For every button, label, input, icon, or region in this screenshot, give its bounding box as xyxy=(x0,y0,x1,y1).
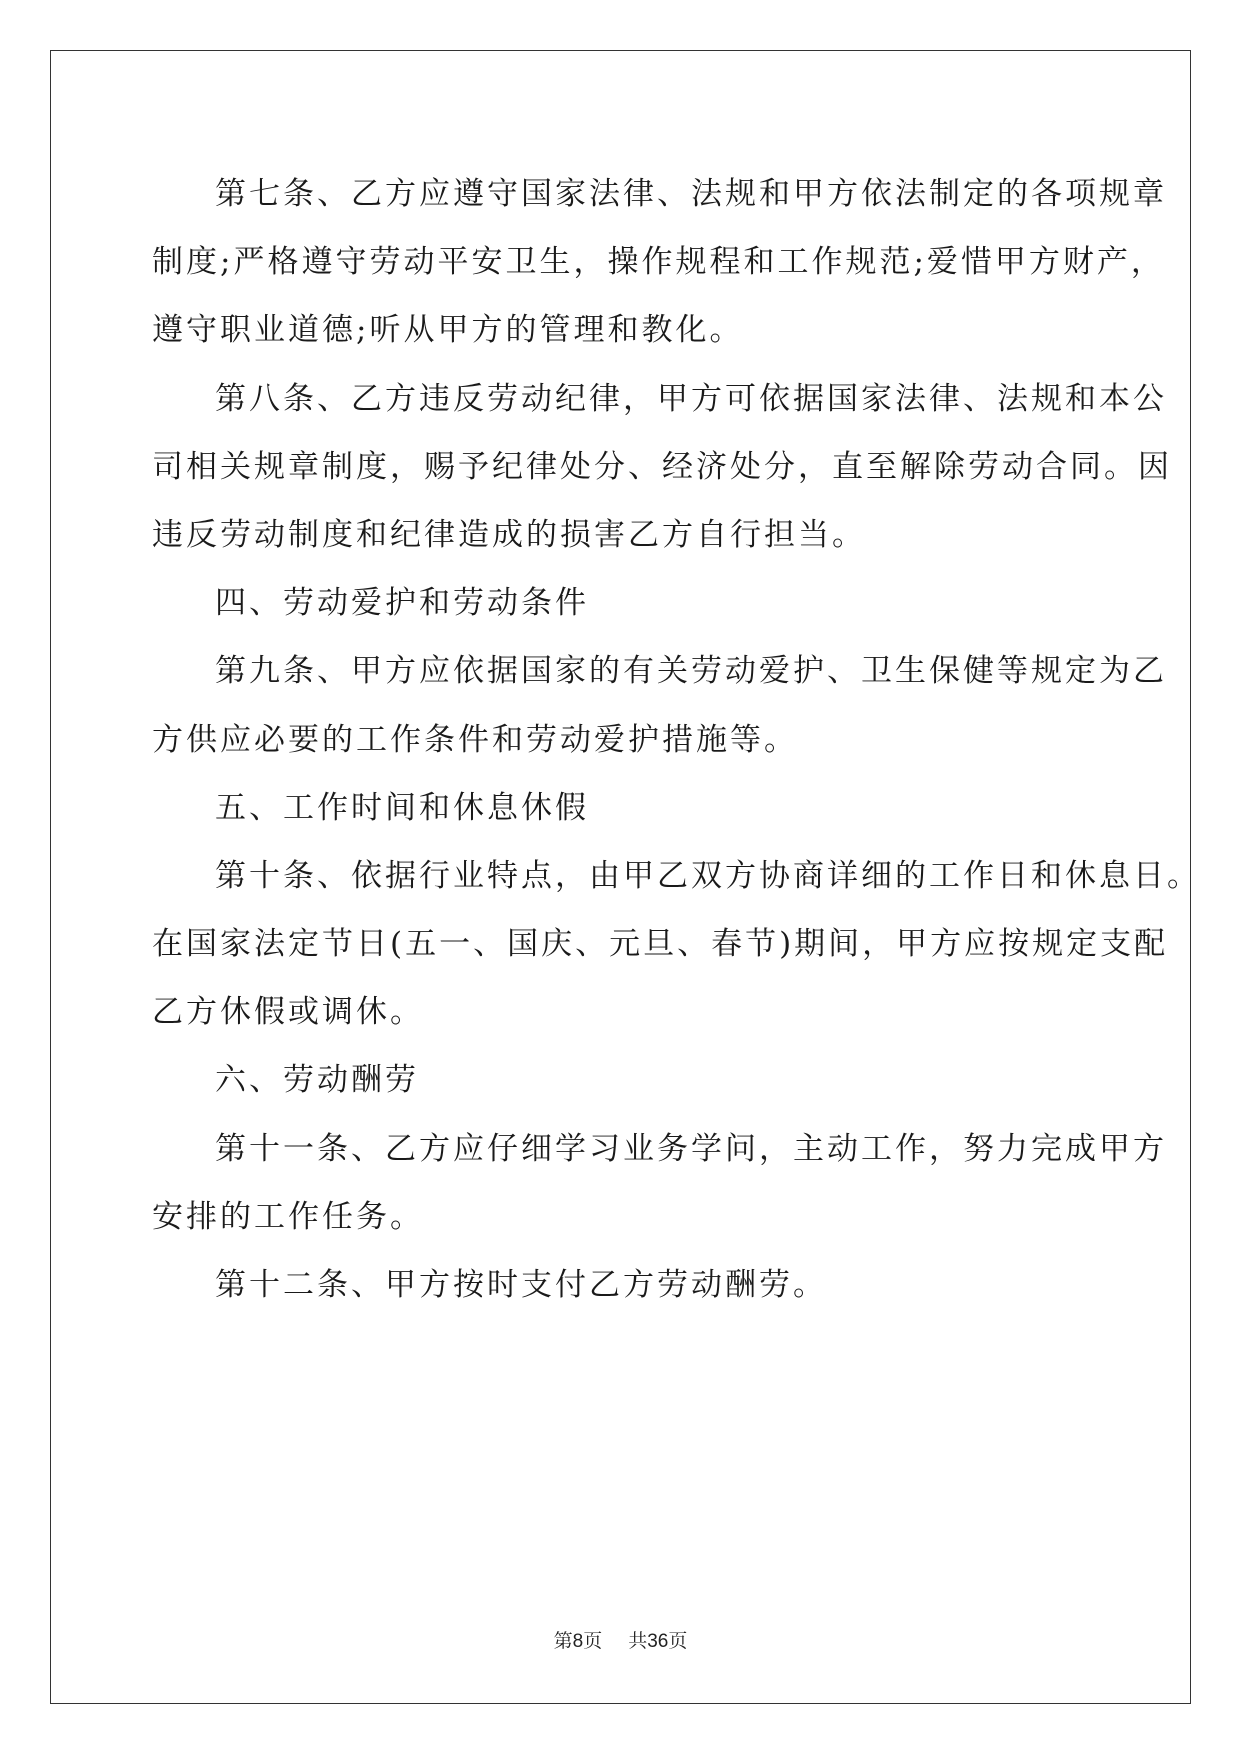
total-prefix: 共 xyxy=(628,1630,648,1652)
total-pages: 36 xyxy=(647,1631,669,1652)
document-body xyxy=(152,160,1201,1319)
page-number: 8 xyxy=(572,1631,584,1652)
paragraph-line: 制度;严格遵守劳动平安卫生，操作规程和工作规范;爱惜甲方财产， xyxy=(152,244,1165,281)
section-heading: 四、劳动爱护和劳动条件 xyxy=(215,585,589,622)
paragraph-line: 第十一条、乙方应仔细学习业务学问，主动工作，努力完成甲方 xyxy=(215,1130,1167,1167)
paragraph-line: 违反劳动制度和纪律造成的损害乙方自行担当。 xyxy=(152,516,866,553)
paragraph-line: 安排的工作任务。 xyxy=(152,1198,424,1235)
page-suffix: 页 xyxy=(583,1630,603,1652)
paragraph-line: 在国家法定节日(五一、国庆、元旦、春节)期间，甲方应按规定支配 xyxy=(152,926,1169,963)
paragraph-line: 方供应必要的工作条件和劳动爱护措施等。 xyxy=(152,721,798,758)
section-heading: 六、劳动酬劳 xyxy=(215,1062,419,1099)
page-prefix: 第 xyxy=(553,1630,573,1652)
paragraph-line: 司相关规章制度，赐予纪律处分、经济处分，直至解除劳动合同。因 xyxy=(152,448,1172,485)
paragraph-line: 第十条、依据行业特点，由甲乙双方协商详细的工作日和休息日。 xyxy=(215,857,1201,894)
paragraph-line: 第九条、甲方应依据国家的有关劳动爱护、卫生保健等规定为乙 xyxy=(215,653,1167,690)
paragraph-line: 遵守职业道德;听从甲方的管理和教化。 xyxy=(152,312,744,349)
paragraph-line: 第十二条、甲方按时支付乙方劳动酬劳。 xyxy=(215,1267,827,1303)
page-footer xyxy=(0,1626,1241,1653)
paragraph-line: 第八条、乙方违反劳动纪律，甲方可依据国家法律、法规和本公 xyxy=(215,380,1167,417)
total-suffix: 页 xyxy=(668,1630,688,1652)
section-heading: 五、工作时间和休息休假 xyxy=(215,789,589,826)
paragraph-line: 第七条、乙方应遵守国家法律、法规和甲方依法制定的各项规章 xyxy=(215,176,1167,212)
paragraph-line: 乙方休假或调休。 xyxy=(152,994,424,1031)
